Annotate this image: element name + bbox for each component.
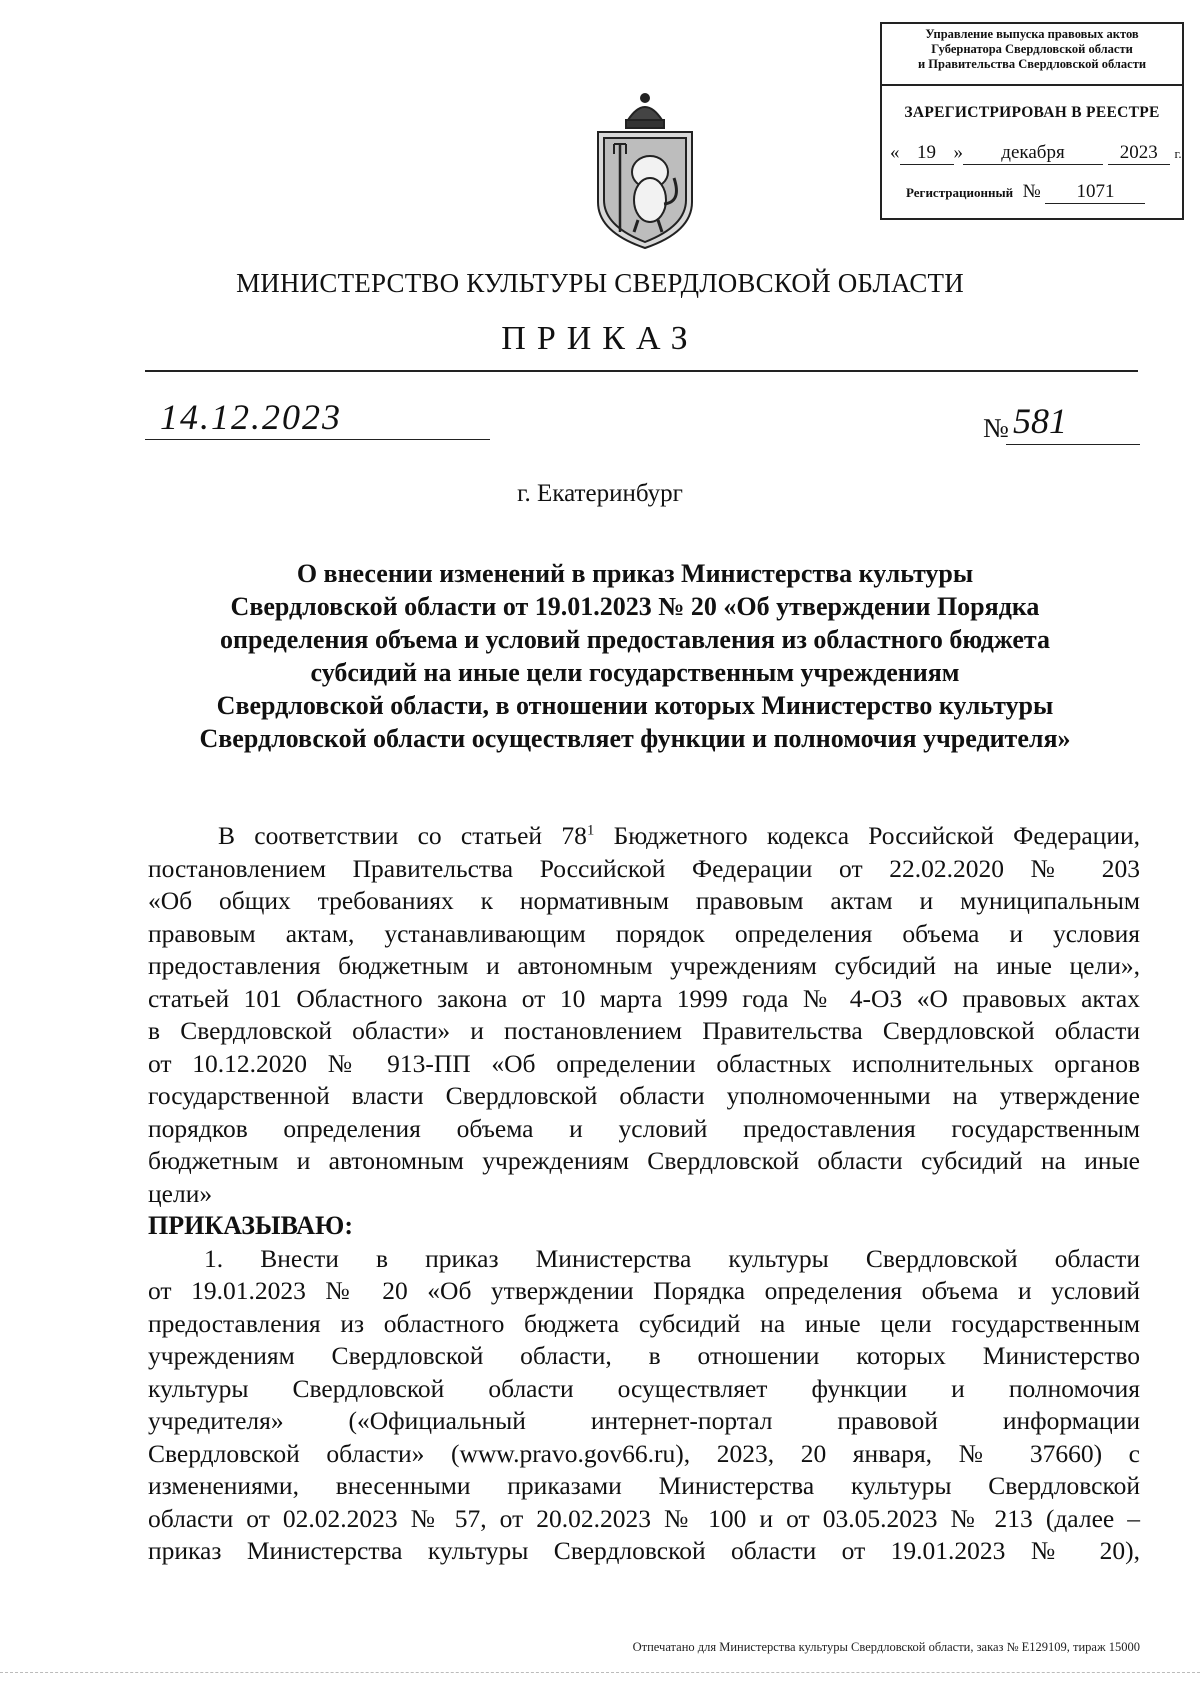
- order-command: ПРИКАЗЫВАЮ:: [148, 1211, 353, 1240]
- item-1-line: культуры Свердловской области осуществляет функции и полномочия: [148, 1373, 1140, 1403]
- title-line: О внесении изменений в приказ Министерства культуры: [296, 559, 974, 588]
- item-1-line: от 19.01.2023 № 20 «Об утверждении Порядка определения объема и условий: [148, 1276, 1140, 1305]
- document-body: [148, 820, 1140, 1568]
- preamble-line: постановлением Правительства Российской Федерации от 22.02.2020 № 203: [148, 853, 1140, 883]
- city: г. Екатеринбург: [517, 480, 683, 507]
- preamble-text: Бюджетного кодекса Российской Федерации,: [594, 821, 1140, 850]
- preamble-line: в Свердловской области» и постановлением Правительства Свердловской области: [148, 1016, 1140, 1045]
- preamble-line: цели»: [148, 1178, 213, 1208]
- document-type: ПРИКАЗ: [501, 320, 699, 357]
- item-1-line: приказ Министерства культуры Свердловской области от 19.01.2023 № 20),: [148, 1536, 1140, 1565]
- registration-title: ЗАРЕГИСТРИРОВАН В РЕЕСТРЕ: [904, 104, 1160, 121]
- title-line: субсидий на иные цели государственным учреждениям: [310, 658, 960, 687]
- registration-number-row: [882, 181, 1182, 204]
- preamble-line: от 10.12.2020 № 913-ПП «Об определении областных исполнительных органов: [148, 1048, 1140, 1078]
- order-date-handwritten: 14.12.2023: [160, 397, 342, 437]
- preamble-line: порядков определения объема и условий предоставления государственным: [148, 1113, 1140, 1143]
- preamble-line: предоставления бюджетным и автономным учреждениям субсидий на иные цели»,: [148, 951, 1140, 980]
- order-number-handwritten: 581: [1013, 401, 1067, 441]
- print-footer: Отпечатано для Министерства культуры Свердловской области, заказ № Е129109, тираж 15000: [632, 1640, 1140, 1654]
- item-1-line: учредителя» («Официальный интернет-портал правовой информации: [148, 1406, 1140, 1435]
- registration-number-label: Регистрационный: [906, 185, 1014, 200]
- ministry-name: МИНИСТЕРСТВО КУЛЬТУРЫ СВЕРДЛОВСКОЙ ОБЛАСТИ: [236, 268, 964, 298]
- item-1-first-line: 1. Внести в приказ Министерства культуры Свердловской области: [204, 1243, 1140, 1273]
- item-1-line: предоставления из областного бюджета субсидий на иные цели государственным: [148, 1308, 1140, 1338]
- registration-month: декабря: [963, 142, 1103, 165]
- coat-of-arms-icon: [590, 92, 700, 252]
- preamble-text: В соответствии со статьей 78: [218, 821, 587, 850]
- item-1-line: изменениями, внесенными приказами Министерства культуры Свердловской: [148, 1471, 1140, 1500]
- registration-header-line: Управление выпуска правовых актов: [925, 27, 1139, 41]
- title-line: Свердловской области от 19.01.2023 № 20 «Об утверждении Порядка: [230, 592, 1040, 621]
- preamble-line: бюджетным и автономным учреждениям Свердловской области субсидий на иные: [148, 1146, 1140, 1175]
- header-divider: [145, 370, 1138, 372]
- preamble-line: «Об общих требованиях к нормативным правовым актам и муниципальным: [148, 886, 1140, 915]
- registration-year-suffix: г.: [1174, 146, 1182, 161]
- registration-number-sign: №: [1022, 181, 1041, 202]
- order-number-sign: №: [983, 413, 1009, 443]
- registration-date: « 19 » декабря 2023 г.: [890, 142, 1182, 163]
- date-underline: [145, 439, 490, 440]
- article-superscript: 1: [586, 822, 595, 839]
- registration-stamp: [880, 22, 1184, 220]
- preamble-line: статьей 101 Областного закона от 10 марта 1999 года № 4-ОЗ «О правовых актах: [148, 983, 1140, 1013]
- title-line: Свердловской области осуществляет функции и полномочия учредителя»: [199, 724, 1071, 753]
- registration-header-line: и Правительства Свердловской области: [917, 57, 1147, 71]
- registration-year: 2023: [1108, 142, 1170, 165]
- number-underline: [1006, 444, 1140, 445]
- title-line: Свердловской области, в отношении которых Министерство культуры: [216, 691, 1054, 720]
- page-bottom-edge: [0, 1672, 1200, 1673]
- item-1-line: области от 02.02.2023 № 57, от 20.02.2023 № 100 и от 03.05.2023 № 213 (далее –: [148, 1503, 1140, 1533]
- registration-number: 1071: [1045, 181, 1145, 204]
- document-title: [160, 557, 1110, 755]
- item-1-line: Свердловской области» (www.pravo.gov66.ru), 2023, 20 января, № 37660) с: [148, 1438, 1140, 1468]
- title-line: определения объема и условий предоставления из областного бюджета: [220, 625, 1050, 654]
- registration-header-line: Губернатора Свердловской области: [931, 42, 1133, 56]
- registration-day: 19: [900, 142, 954, 165]
- registration-header: [882, 24, 1182, 86]
- preamble-line: правовым актам, устанавливающим порядок определения объема и условия: [148, 918, 1140, 948]
- item-1-line: учреждениям Свердловской области, в отношении которых Министерство: [148, 1341, 1140, 1370]
- preamble-line: государственной власти Свердловской области уполномоченными на утверждение: [148, 1081, 1140, 1110]
- preamble-first-line: [148, 820, 1140, 853]
